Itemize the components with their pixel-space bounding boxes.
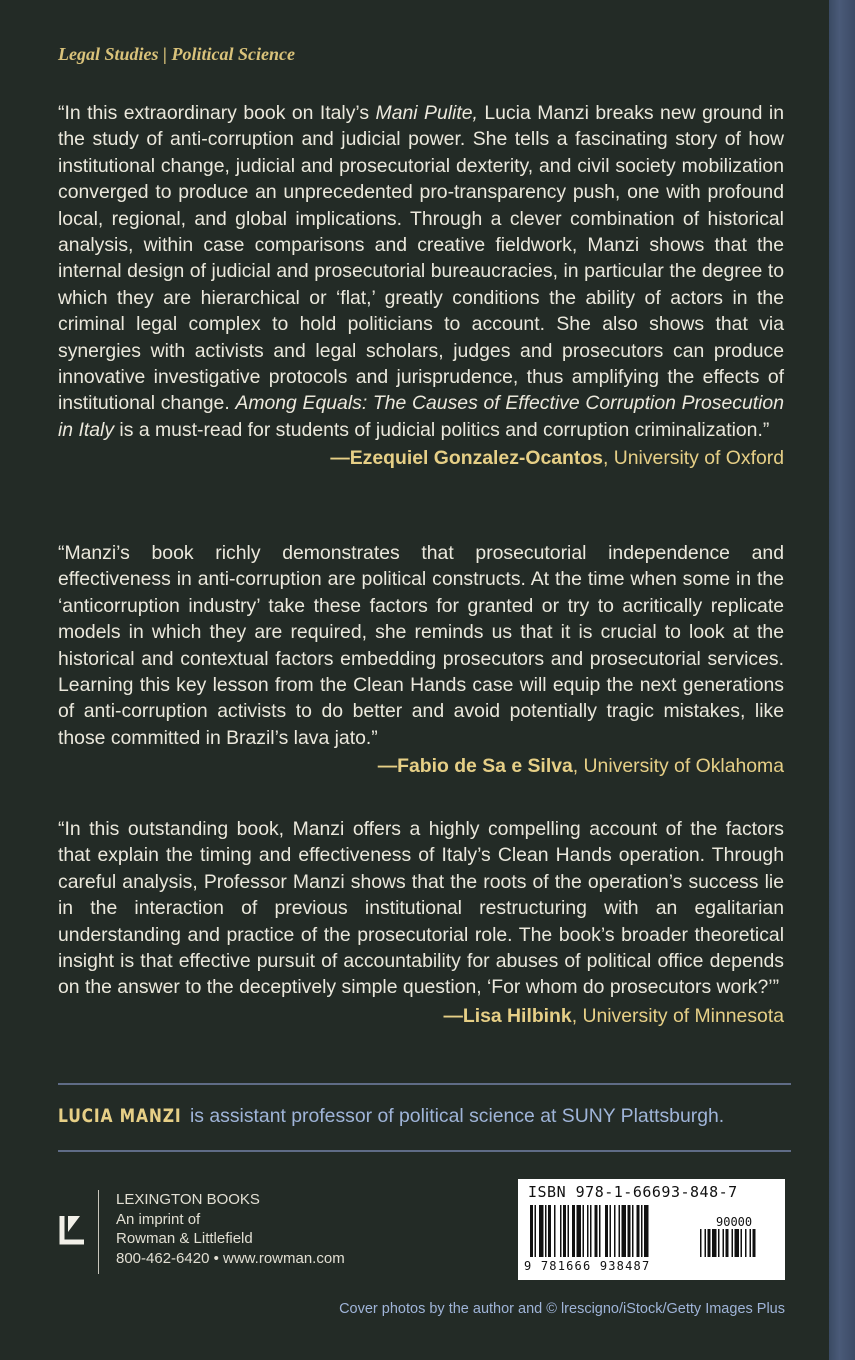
barcode-bar (560, 1205, 562, 1257)
barcode-bar (619, 1205, 621, 1257)
publisher-contact: 800-462-6420 • www.rowman.com (116, 1249, 345, 1267)
barcode-bar (568, 1205, 570, 1257)
price-bar (745, 1229, 747, 1257)
quote-text: “In this extraordinary book on Italy’s (58, 102, 376, 124)
barcode-bar (577, 1205, 582, 1257)
endorsement-2-text: “Manzi’s book richly demonstrates that prosecutorial independence and effectiveness in anti-corruption are political constructs. At the time when some in the ‘anticorruption industry’ take these factors for granted or try to acritically replicate models in which they are required, she reminds us that it is crucial to look at the historical and contextual factors embedding prosecutors and prosecutorial services. Learning this key lesson from the Clean Hands case will equip the next generations of anti-corruption activists to do better and avoid potentially tragic mistakes, like those committed in Brazil’s lava jato.” (58, 542, 784, 749)
publisher-parent: Rowman & Littlefield (116, 1230, 253, 1247)
barcode-bar (628, 1205, 631, 1257)
barcode-digits: 9 781666 938487 (524, 1259, 651, 1273)
price-bar (718, 1229, 720, 1257)
price-bar (741, 1229, 743, 1257)
endorsement-3-attribution (58, 1003, 784, 1029)
endorsement-1-attribution (58, 445, 784, 471)
barcode-bar (614, 1205, 616, 1257)
divider-bottom (58, 1150, 791, 1152)
isbn-number: ISBN 978-1-66693-848-7 (528, 1183, 738, 1201)
price-bar (712, 1229, 717, 1257)
book-title-italic: Among Equals: The Causes of Effective Corruption Prosecution in Italy (58, 392, 784, 441)
barcode-bar (563, 1205, 566, 1257)
endorsement-2-attribution (58, 753, 784, 779)
isbn-barcode (518, 1179, 785, 1280)
price-bar (708, 1229, 711, 1257)
barcode-bar (605, 1205, 608, 1257)
barcode-bar (548, 1205, 551, 1257)
price-bar (705, 1229, 707, 1257)
endorser-affiliation: , University of Minnesota (571, 1004, 784, 1027)
barcode-bar (622, 1205, 627, 1257)
publisher-divider (98, 1190, 99, 1274)
barcode-bar (644, 1205, 649, 1257)
barcode-bar (545, 1205, 547, 1257)
attribution-dash: — (443, 1004, 463, 1027)
quote-text: Lucia Manzi breaks new ground in the study of anti-corruption and judicial power. She tells a fascinating story of how institutional change, judicial and prosecutorial dexterity, and civil society mobilization converged to produce an unprecedented pro-transparency push, one with profound local, regional, and global implications. Through a clever combination of historical analysis, within case comparisons and creative fieldwork, Manzi shows that the internal design of judicial and prosecutorial bureaucracies, in particular the degree to which they are hierarchical or ‘flat,’ greatly conditions the ability of actors in the criminal legal complex to hold politicians to account. She also shows that via synergies with activists and legal scholars, judges and prosecutors can produce innovative investigative protocols and jurisprudence, thus amplifying the effects of institutional change. (58, 102, 785, 415)
endorser-name: Ezequiel Gonzalez-Ocantos (349, 447, 603, 470)
price-bar (753, 1229, 756, 1257)
author-bio (58, 1105, 724, 1128)
barcode-bar (535, 1205, 537, 1257)
endorser-affiliation: , University of Oxford (602, 447, 784, 470)
author-bio-text: is assistant professor of political science at SUNY Plattsburgh. (184, 1105, 725, 1127)
quote-italic: Mani Pulite, (375, 102, 478, 124)
endorser-affiliation: , University of Oklahoma (572, 755, 784, 778)
endorser-name: Lisa Hilbink (462, 1004, 572, 1027)
lexington-logo-icon (58, 1214, 88, 1246)
price-code: 90000 (716, 1215, 753, 1229)
category-label: Legal Studies | Political Science (58, 44, 295, 64)
barcode-bar (530, 1205, 533, 1257)
barcode-bar (587, 1205, 589, 1257)
price-bar (750, 1229, 752, 1257)
price-bar (735, 1229, 740, 1257)
attribution-dash: — (330, 447, 350, 470)
quote-text: is a must-read for students of judicial politics and corruption criminalization.” (114, 418, 770, 441)
barcode-bar (637, 1205, 640, 1257)
barcode-bar (539, 1205, 544, 1257)
price-bar (723, 1229, 725, 1257)
publisher-imprint-label: An imprint of (116, 1210, 201, 1228)
barcode-bar (595, 1205, 598, 1257)
barcode-bar (610, 1205, 612, 1257)
attribution-dash: — (377, 755, 398, 778)
endorsement-1-text (58, 100, 784, 443)
barcode-bar (641, 1205, 643, 1257)
price-bar (732, 1229, 734, 1257)
endorsement-2 (58, 540, 784, 780)
price-bar (726, 1229, 729, 1257)
endorsement-3-text: “In this outstanding book, Manzi offers a highly compelling account of the factors that explain the timing and effectiveness of Italy’s Clean Hands operation. Through careful analysis, Professor Manzi shows that the roots of the operation’s success lie in the interaction of previous institutional restructuring with an egalitarian understanding and practice of the prosecutorial role. The book’s broader theoretical insight is that effective pursuit of accountability for abuses of political office depends on the answer to the deceptively simple question, ‘For whom do prosecutors work?’” (58, 818, 784, 999)
author-name: LUCIA MANZI (58, 1105, 182, 1127)
barcode-bar (632, 1205, 634, 1257)
endorsement-3 (58, 816, 784, 1029)
barcode-bar (572, 1205, 575, 1257)
barcode-bar (590, 1205, 592, 1257)
price-bar (700, 1229, 702, 1257)
divider-top (58, 1083, 791, 1085)
publisher-info (116, 1190, 345, 1268)
barcode-bar (599, 1205, 601, 1257)
endorser-name: Fabio de Sa e Silva (397, 755, 573, 778)
photo-credits: Cover photos by the author and © lrescigno/iStock/Getty Images Plus (339, 1301, 785, 1317)
spine-edge (829, 0, 855, 1360)
barcode-bar (583, 1205, 585, 1257)
barcode-bar (554, 1205, 556, 1257)
publisher-name: LEXINGTON BOOKS (116, 1191, 260, 1208)
endorsement-1 (58, 100, 784, 472)
